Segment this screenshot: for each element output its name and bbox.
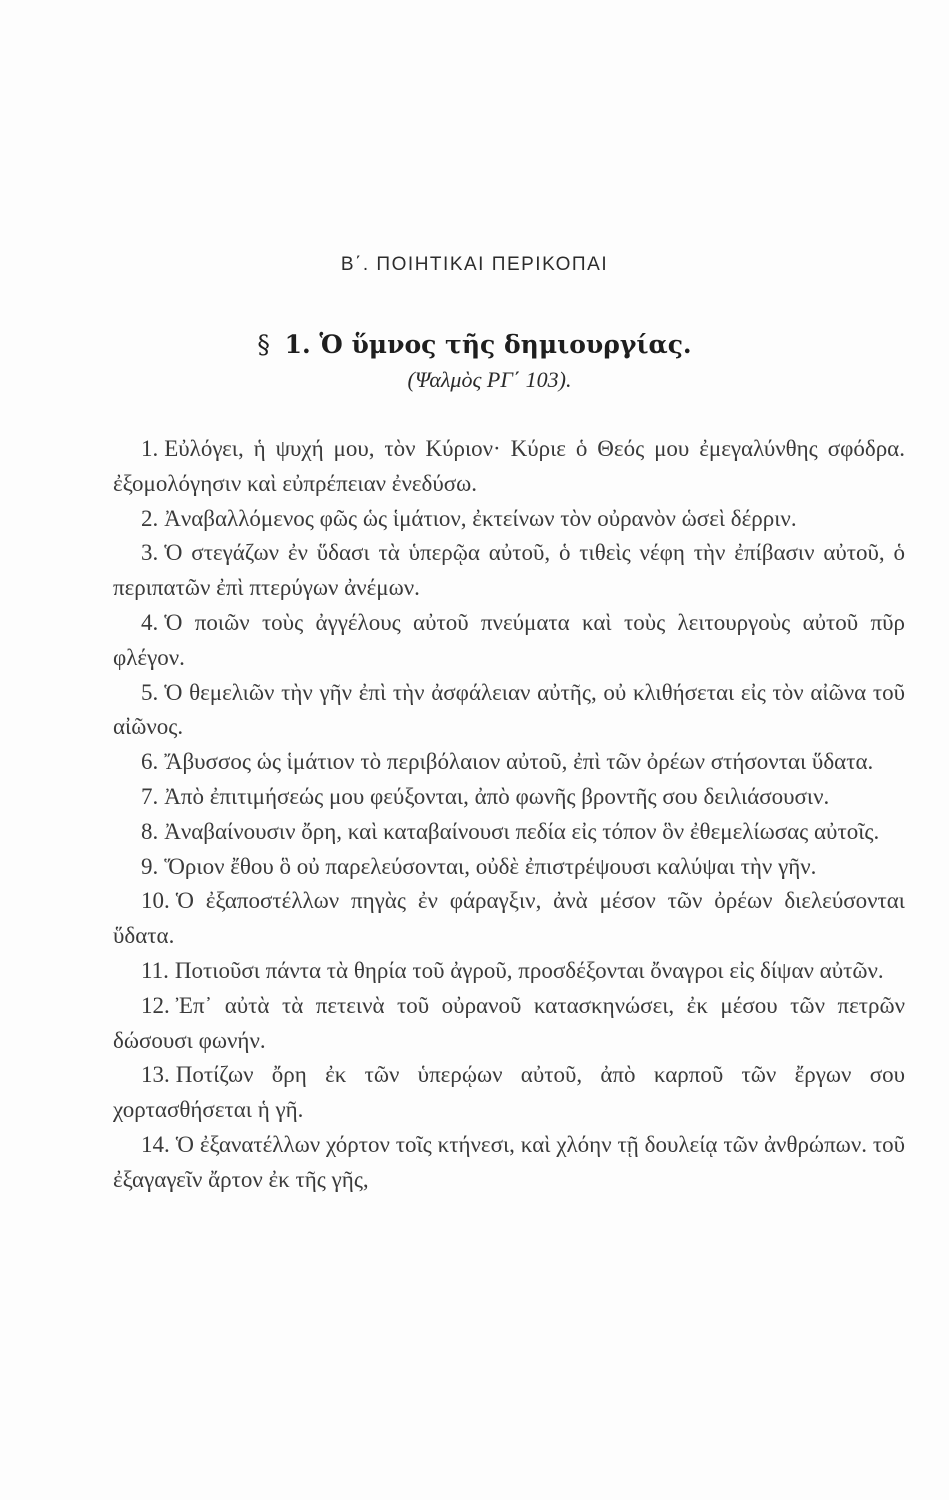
verse-text: Ὁ ἐξαποστέλλων πηγὰς ἐν φάραγξιν, ἀνὰ μέσον τῶν ὀρέων διελεύσονται ὕδατα.	[113, 888, 905, 949]
verse-number: 2.	[141, 505, 159, 531]
psalm-reference: (Ψαλμὸς ΡΓ΄ 103).	[407, 367, 572, 392]
verse-number: 12.	[141, 992, 170, 1018]
hymn-title	[0, 330, 949, 359]
verse-number: 1.	[141, 436, 159, 461]
verse-9	[113, 850, 905, 885]
verse-4	[113, 606, 905, 676]
verse-number: 6.	[141, 749, 159, 775]
verse-10	[113, 884, 905, 954]
verse-number: 13.	[141, 1062, 170, 1088]
verse-number: 5.	[141, 679, 159, 705]
verse-text: Ποτίζων ὄρη ἐκ τῶν ὑπερῴων αὐτοῦ, ἀπὸ καρποῦ τῶν ἔργων σου χορτασθήσεται ἡ γῆ.	[113, 1062, 905, 1123]
verse-number: 3.	[141, 540, 159, 566]
verse-text: Ἀπὸ ἐπιτιμήσεώς μου φεύξονται, ἀπὸ φωνῆς βροντῆς σου δειλιάσουσιν.	[164, 783, 830, 809]
verse-text: Ἄβυσσος ὡς ἱμάτιον τὸ περιβόλαιον αὐτοῦ, ἐπὶ τῶν ὀρέων στήσονται ὕδατα.	[164, 749, 874, 775]
verse-text: Ὁ ἐξανατέλλων χόρτον τοῖς κτήνεσι, καὶ χλόην τῇ δουλείᾳ τῶν ἀνθρώπων. τοῦ ἐξαγαγεῖν ἄρτον ἐκ τῆς γῆς,	[113, 1131, 905, 1192]
verse-8	[113, 815, 905, 850]
verse-text: Ὁ θεμελιῶν τὴν γῆν ἐπὶ τὴν ἀσφάλειαν αὐτῆς, οὐ κλιθήσεται εἰς τὸν αἰῶνα τοῦ αἰῶνος.	[113, 679, 905, 740]
hymn-title-block	[0, 330, 949, 393]
verse-number: 8.	[141, 818, 159, 844]
verse-number: 10.	[141, 888, 170, 914]
verse-number: 7.	[141, 783, 159, 809]
section-sign: §	[257, 330, 270, 359]
verse-text: Ἀναβαλλόμενος φῶς ὡς ἱμάτιον, ἐκτείνων τὸν οὐρανὸν ὡσεὶ δέρριν.	[164, 505, 797, 531]
verse-text: Ἐπ᾽ αὐτὰ τὰ πετεινὰ τοῦ οὐρανοῦ κατασκηνώσει, ἐκ μέσου τῶν πετρῶν δώσουσι φωνήν.	[113, 992, 905, 1053]
verse-text: Εὐλόγει, ἡ ψυχή μου, τὸν Κύριον· Κύριε ὁ Θεός μου ἐμεγαλύνθης σφόδρα. ἐξομολόγησιν καὶ εὐπρέπειαν ἐνεδύσω.	[113, 436, 905, 496]
verse-1	[113, 432, 905, 502]
verse-12	[113, 989, 905, 1059]
verse-11	[113, 954, 905, 989]
verse-text: Ὁ ποιῶν τοὺς ἀγγέλους αὐτοῦ πνεύματα καὶ τοὺς λειτουργοὺς αὐτοῦ πῦρ φλέγον.	[113, 609, 905, 670]
psalm-text	[113, 432, 905, 1198]
verse-14	[113, 1128, 905, 1198]
verse-5	[113, 676, 905, 746]
verse-text: Ἀναβαίνουσιν ὄρη, καὶ καταβαίνουσι πεδία εἰς τόπον ὃν ἐθεμελίωσας αὐτοῖς.	[164, 818, 880, 844]
verse-6	[113, 745, 905, 780]
verse-text: Ὅριον ἔθου ὃ οὐ παρελεύσονται, οὐδὲ ἐπιστρέψουσι καλύψαι τὴν γῆν.	[164, 853, 817, 879]
verse-text: Ὁ στεγάζων ἐν ὕδασι τὰ ὑπερῷα αὐτοῦ, ὁ τιθεὶς νέφη τὴν ἐπίβασιν αὐτοῦ, ὁ περιπατῶν ἐπὶ πτερύγων ἀνέμων.	[113, 540, 905, 601]
verse-text: Ποτιοῦσι πάντα τὰ θηρία τοῦ ἀγροῦ, προσδέξονται ὄναγροι εἰς δίψαν αὐτῶν.	[174, 957, 884, 983]
verse-number: 9.	[141, 853, 159, 879]
hymn-number: 1.	[284, 330, 311, 359]
hymn-title-text: Ὁ ὕμνος τῆς δημιουργίας.	[319, 330, 692, 359]
verse-7	[113, 780, 905, 815]
verse-number: 14.	[141, 1131, 170, 1157]
verse-3	[113, 536, 905, 606]
section-heading: Β΄. ΠΟΙΗΤΙΚΑΙ ΠΕΡΙΚΟΠΑΙ	[340, 254, 609, 275]
verse-13	[113, 1058, 905, 1128]
verse-number: 4.	[141, 609, 159, 635]
verse-2	[113, 502, 905, 537]
verse-number: 11.	[141, 957, 169, 983]
